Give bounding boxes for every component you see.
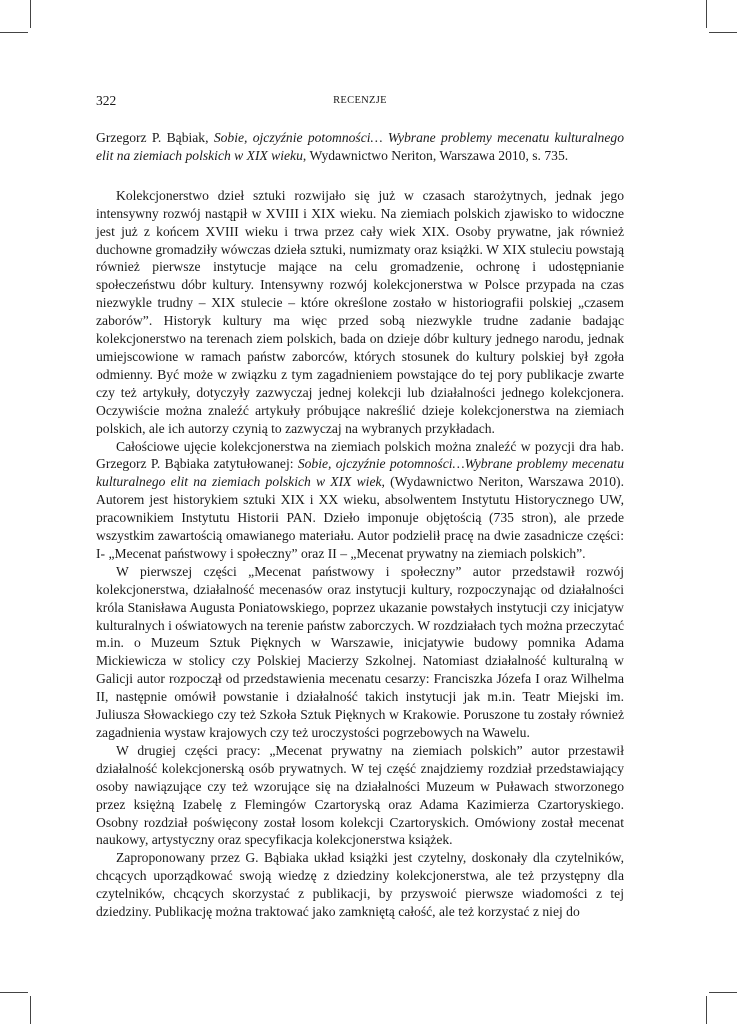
paragraph [96, 438, 624, 563]
crop-mark [709, 992, 737, 993]
paragraph-text: W drugiej części pracy: „Mecenat prywatny na ziemiach polskich” autor przestawił działalność kolekcjonerską osób prywatnych. W tej część znajdziemy rozdział przedstawiający osoby nawiązujące czy też wzorujące się na działalności Muzeum w Puławach stworzonego przez księżną Izabelę z Flemingów Czartoryską oraz Adama Kazimierza Czartoryskiego. Osobny rozdział poświęcony został losom kolekcji Czartoryskich. Omówiony został mecenat naukowy, artystyczny oraz specyfikacja kolekcjonerstwa książek. [96, 742, 624, 848]
page-header [96, 93, 624, 111]
paragraph-text: W pierwszej części „Mecenat państwowy i społeczny” autor przedstawił rozwój kolekcjonerstwa, działalność mecenasów oraz instytucji kultury, rozpoczynając od działalności króla Stanisława Augusta Poniatowskiego, poprzez ukazanie powstałych instytucji czy inicjatyw kulturalnych i oświatowych na terenie państw zaborczych. W rozdziałach tych można przeczytać m.in. o Muzeum Sztuk Pięknych w Warszawie, inicjatywie budowy pomnika Adama Mickiewicza w stolicy czy Polskiej Macierzy Szkolnej. Natomiast działalność kulturalną w Galicji autor rozpoczął od przedstawienia mecenatu cesarzy: Franciszka Józefa I oraz Wilhelma II, następnie omówił powstanie i działalność takich instytucji jak m.in. Teatr Miejski im. Juliusza Słowackiego czy też Szkoła Sztuk Pięknych w Krakowie. Poruszone tu zostały również zagadnienia wystaw krajowych czy też uroczystości pogrzebowych na Wawelu. [96, 563, 624, 740]
crop-mark [0, 32, 28, 33]
crop-mark [706, 0, 707, 28]
paragraph-text: (Wydawnictwo Neriton, Warszawa 2010). Autorem jest historykiem sztuki XIX i XX wieku, absolwentem Instytutu Historycznego UW, pracownikiem Instytutu Historii PAN. Dzieło imponuje objętością (735 stron), ale przede wszystkim zawartością omawianego materiału. Autor podzielił pracę na dwie zasadnicze części: I- „Mecenat państwowy i społeczny” oraz II – „Mecenat prywatny na ziemiach polskich”. [96, 474, 624, 561]
crop-mark [30, 0, 31, 28]
paragraph-text: Całościowe ujęcie kolekcjonerstwa na ziemiach polskich można znaleźć w pozycji dra hab. Grzegorz P. Bąbiaka zatytułowanej: [96, 438, 624, 472]
paragraph [96, 563, 624, 742]
reference-author: Grzegorz P. Bąbiak, [96, 130, 214, 145]
crop-mark [709, 32, 737, 33]
paragraph [96, 849, 624, 921]
book-reference [96, 129, 624, 165]
page-number: 322 [96, 93, 117, 108]
italic-title: Sobie, ojczyźnie potomności…Wybrane problemy mecenatu kulturalnego elit na ziemiach polskich w XIX wiek, [96, 456, 624, 490]
running-head: RECENZJE [333, 95, 387, 106]
crop-mark [30, 996, 31, 1024]
reference-title: Sobie, ojczyźnie potomności… Wybrane problemy mecenatu kulturalnego elit na ziemiach polskich w XIX wieku [96, 130, 624, 163]
article-body [96, 129, 624, 921]
crop-mark [0, 992, 28, 993]
paragraph [96, 187, 624, 438]
paragraph-text: Zaproponowany przez G. Bąbiaka układ książki jest czytelny, doskonały dla czytelników, chcących uporządkować swoją wiedzę z dziedziny kolekcjonerstwa, ale też przystępny dla czytelników, chcących skorzystać z publikacji, by przyswoić pierwsze wiadomości z tej dziedziny. Publikację można traktować jako zamkniętą całość, ale też korzystać z niej do [96, 850, 624, 920]
reference-publication: , Wydawnictwo Neriton, Warszawa 2010, s. 735. [302, 147, 569, 163]
crop-mark [706, 996, 707, 1024]
paragraph-text: Kolekcjonerstwo dzieł sztuki rozwijało się już w czasach starożytnych, jednak jego intensywny rozwój nastąpił w XVIII i XIX wieku. Na ziemiach polskich zjawisko to widoczne jest już z końcem XVIII wieku i trwa przez cały wiek XIX. Osoby prywatne, jak również duchowne gromadziły wówczas dzieła sztuki, numizmaty oraz książki. W XIX stuleciu powstają również pierwsze instytucje mające na celu gromadzenie, ochronę i udostępnianie społeczeństwu dóbr kultury. Intensywny rozwój kolekcjonerstwa w Polsce przypada na czas niezwykle trudny – XIX stulecie – które określone zostało w historiografii polskiej „czasem zaborów”. Historyk kultury ma więc przed sobą niezwykle trudne zadanie badając kolekcjonerstwo na terenach ziem polskich, bada on dzieje dóbr kultury jednego narodu, jednak umiejscowione w ramach państw zaborców, których stosunek do kultury polskiej był zgoła odmienny. Być może w związku z tym zagadnieniem powstające do tej pory publikacje zwarte czy też artykuły, dotyczyły zazwyczaj jednej kolekcji lub działalności jednego kolekcjonera. Oczywiście można znaleźć artykuły próbujące nakreślić dzieje kolekcjonerstwa na ziemiach polskich, ale ich autorzy czynią to zazwyczaj na wybranych przykładach. [96, 187, 624, 436]
review-text [96, 187, 624, 921]
paragraph [96, 742, 624, 849]
